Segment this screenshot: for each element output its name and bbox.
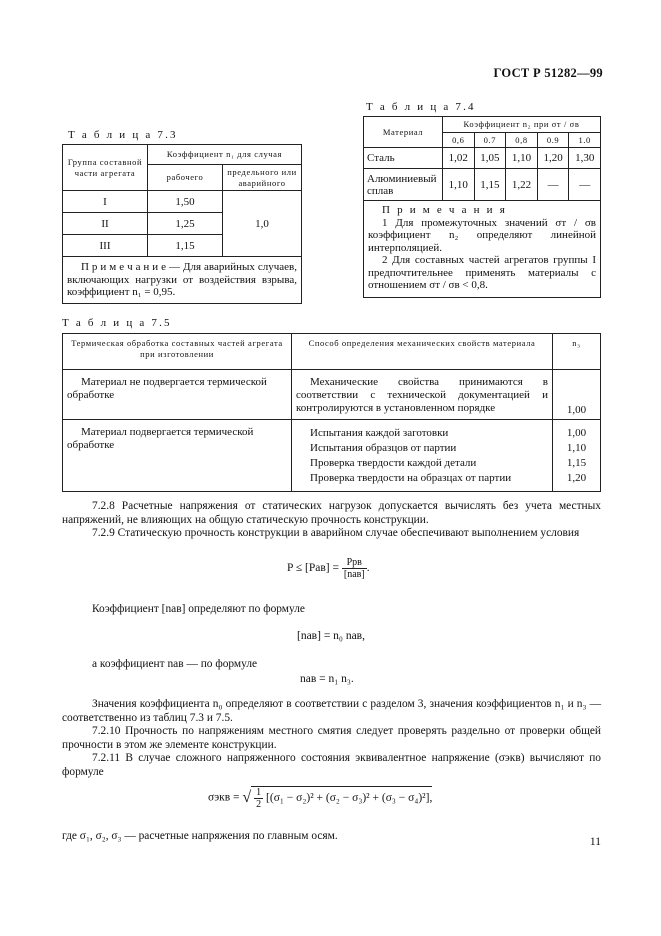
t73-row-group: III	[63, 235, 148, 257]
formula-1: P ≤ [Pав] = $\frac{\text{Pрв}}{\text{[nав]}}$ .	[287, 557, 370, 580]
t73-row-group: I	[63, 191, 148, 213]
t74-note-2: 2 Для составных частей агрегатов группы I предпочтительнее применять материалы с отношением σт / σв < 0,8.	[368, 254, 596, 291]
t75-method: Проверка твердости на образцах от партии	[310, 472, 512, 484]
t74-value: 1,22	[506, 169, 538, 201]
t73-header-group: Группа составной части агрегата	[63, 145, 148, 191]
t74-value: 1,10	[443, 169, 475, 201]
t73-row-group: II	[63, 213, 148, 235]
sqrt-icon: √	[242, 789, 252, 806]
t74-ratio: 0,6	[443, 133, 475, 148]
t75-value: 1,00	[566, 427, 587, 439]
table-7-3-caption: Т а б л и ц а 7.3	[68, 129, 178, 141]
t73-header-emergency: предельного или аварийного	[223, 165, 302, 191]
t75-value: 1,20	[566, 472, 587, 484]
formula-4-body: [(σ₁ − σ₂)² + (σ₂ − σ₃)² + (σ₃ − σ₄)²],	[266, 792, 433, 805]
formula-4	[208, 786, 432, 810]
t74-value: 1,30	[569, 148, 601, 169]
t74-value: 1,10	[506, 148, 538, 169]
para-and: а коэффициент nав — по формуле	[92, 658, 258, 670]
table-7-5	[62, 333, 601, 492]
t75-method: Проверка твердости каждой детали	[310, 457, 477, 469]
t74-value: 1,20	[537, 148, 569, 169]
table-7-4-caption: Т а б л и ц а 7.4	[366, 101, 476, 113]
t74-ratio: 0,8	[506, 133, 538, 148]
formula-2: [nав] = n₀ nав,	[297, 630, 365, 642]
t74-material: Сталь	[364, 148, 443, 169]
t74-value: —	[569, 169, 601, 201]
standard-header: ГОСТ Р 51282—99	[493, 66, 603, 80]
t73-emergency-value: 1,0	[223, 191, 302, 257]
formula-4-num: 1	[256, 787, 262, 798]
para-7-2-9: 7.2.9 Статическую прочность конструкции в аварийном случае обеспечивают выполнением условия	[92, 527, 580, 539]
formula-1-num: Pрв	[342, 557, 367, 569]
t75-header-method: Способ определения механических свойств материала	[292, 334, 553, 370]
t74-ratio: 0.7	[474, 133, 506, 148]
t74-ratio: 1.0	[569, 133, 601, 148]
t75-method: Испытания образцов от партии	[310, 442, 457, 454]
table-7-4	[363, 116, 601, 298]
formula-4-den: 2	[256, 799, 262, 810]
t75-header-treatment: Термическая обработка составных частей агрегата при изготовлении	[63, 334, 292, 370]
t74-material: Алюминиевый сплав	[364, 169, 443, 201]
t75-value: 1,10	[566, 442, 587, 454]
para-values: Значения коэффициента n₀ определяют в соответствии с разделом 3, значения коэффициентов n₁ и n₃ — соответственно из таблиц 7.3 и 7.5.	[62, 698, 601, 724]
t73-header-working: рабочего	[148, 165, 223, 191]
t74-note-1: 1 Для промежуточных значений σт / σв коэффициент n₂ определяют линейной интерполяцией.	[368, 216, 596, 254]
para-where: где σ₁, σ₂, σ₃ — расчетные напряжения по главным осям.	[62, 830, 338, 842]
page-number: 11	[589, 836, 601, 848]
formula-4-radicand	[251, 786, 432, 810]
formula-3: nав = n₁ n₃.	[300, 673, 354, 685]
formula-1-fraction	[342, 557, 367, 580]
t74-value: 1,02	[443, 148, 475, 169]
t75-values	[553, 420, 601, 492]
t75-methods	[292, 420, 553, 492]
formula-4-left: σэкв =	[208, 791, 240, 804]
t75-method: Механические свойства принимаются в соответствии с технической документацией и контролируются в установленном порядке	[292, 370, 553, 420]
t73-row-working: 1,50	[148, 191, 223, 213]
para-7-2-11: 7.2.11 В случае сложного напряженного состояния эквивалентное напряжение (σэкв) вычисляют по формуле	[62, 752, 601, 778]
t73-note: П р и м е ч а н и е — Для аварийных случаев, включающих нагрузки от воздействия взрыва, коэффициент n₁ = 0,95.	[63, 257, 302, 304]
t74-header-material: Материал	[364, 117, 443, 148]
para-coef: Коэффициент [nав] определяют по формуле	[92, 603, 305, 615]
para-7-2-8: 7.2.8 Расчетные напряжения от статических нагрузок допускается вычислять без учета местных напряжений, не влияющих на общую статическую прочность конструкции.	[62, 500, 601, 526]
formula-4-fraction	[254, 787, 263, 810]
t75-treatment: Материал подвергается термической обработке	[63, 420, 292, 492]
t75-method: Испытания каждой заготовки	[310, 427, 449, 439]
t74-notes	[364, 201, 601, 298]
t75-treatment: Материал не подвергается термической обработке	[63, 370, 292, 420]
para-7-2-10: 7.2.10 Прочность по напряжениям местного смятия следует проверять раздельно от проверки общей прочности в этом же элементе конструкции.	[62, 725, 601, 751]
table-7-3	[62, 144, 302, 304]
t75-value: 1,00	[553, 370, 601, 420]
t73-row-working: 1,25	[148, 213, 223, 235]
t75-value: 1,15	[566, 457, 587, 469]
t74-value: —	[537, 169, 569, 201]
t74-ratio: 0.9	[537, 133, 569, 148]
t74-value: 1,15	[474, 169, 506, 201]
t74-note-title: П р и м е ч а н и я	[382, 204, 507, 216]
t74-header-coef: Коэффициент n₂ при σт / σв	[443, 117, 601, 133]
formula-1-left: P ≤ [Pав] =	[287, 562, 339, 575]
t73-row-working: 1,15	[148, 235, 223, 257]
t75-header-n3: n₃	[553, 334, 601, 370]
table-7-5-caption: Т а б л и ц а 7.5	[62, 317, 172, 329]
t73-header-coef: Коэффициент n₁ для случая	[148, 145, 302, 165]
formula-1-den: [nав]	[343, 569, 365, 580]
t74-value: 1,05	[474, 148, 506, 169]
